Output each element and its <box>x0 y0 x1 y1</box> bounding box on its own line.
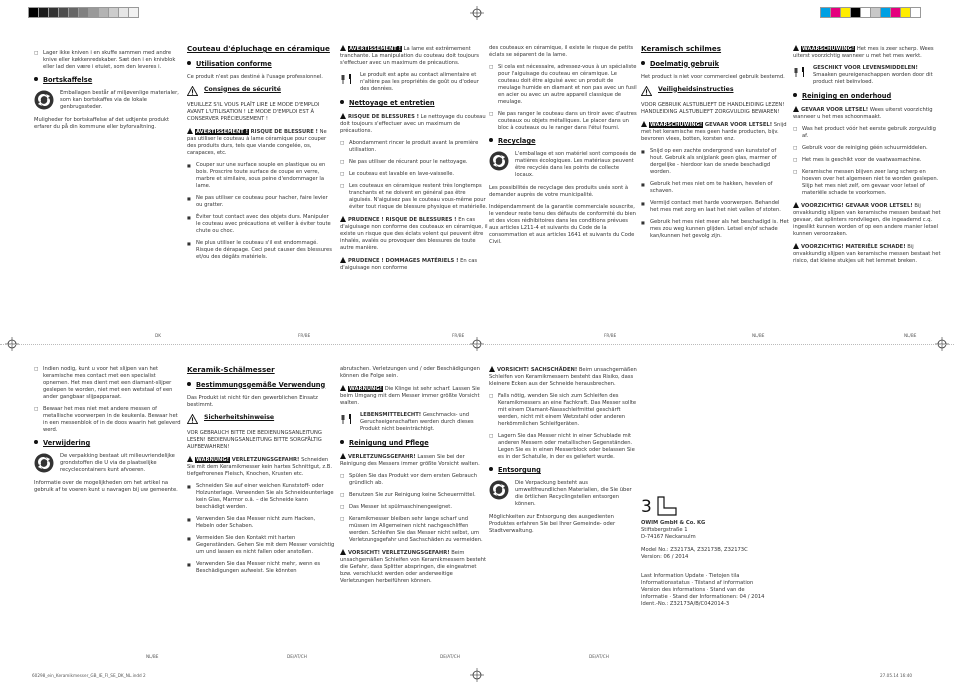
page-de-3 <box>489 366 637 540</box>
list-item: □ Bewaar het mes niet met andere messen of metallische voorwerpen in de keukenla. Bewaar het in een messenblok of in de doos waarin het geleverd werd. <box>34 406 182 434</box>
warning-heading: VOORZICHTIG! MATERIËLE SCHADE! <box>801 244 906 250</box>
list-item: ■ Gebruik het mes niet om te hakken, hevelen of schaven. <box>641 181 789 195</box>
color-swatch <box>128 7 139 18</box>
warning-heading: VERLETZUNGSGEFAHR! <box>231 456 300 463</box>
warning-text: Wees uiterst voorzichtig wanneer u het mes schoonmaakt. <box>793 107 933 120</box>
paragraph: Les possibilités de recyclage des produits usés sont à demander auprès de votre municipalité. <box>489 185 629 198</box>
company-street: Stiftsbergstraße 1 <box>641 527 688 533</box>
file-info: 60298_ein_Keramikmesser_GB_IE_FI_SE_DK_NL.indd 2 <box>32 673 146 678</box>
page-footer: DE/AT/CH <box>440 654 460 659</box>
warning-text: En cas d'aiguisage non conforme <box>340 258 478 271</box>
warning-heading: GEVAAR VOOR LETSEL! <box>704 121 773 128</box>
food-safe-icon <box>340 72 354 86</box>
model-number: Model No.: Z32173A, Z32173B, Z32173C <box>641 547 748 553</box>
warning-icon <box>340 216 346 222</box>
warning-heading: VORSICHT! VERLETZUNGSGEFAHR! <box>348 550 450 556</box>
paragraph: De verpakking bestaat uit milieuvriendelijke grondstoffen die U via de plaatselijke recyclecontainers kunt afvoeren. <box>60 453 175 473</box>
list-item: □ Was het product vóór het eerste gebruik zorgvuldig af. <box>793 126 941 140</box>
page-nl-2 <box>793 45 941 270</box>
list-item: □ Ne pas utiliser de récurant pour le nettoyage. <box>340 159 488 166</box>
warning-heading: GESCHIKT VOOR LEVENSMIDDELEN! <box>813 65 918 71</box>
warning-text: Beim unsachgemäßen Schleifen von Keramikmessern besteht das Risiko, dass kleinere Ecken aus der Schneide herausbrechen. <box>489 367 637 387</box>
warning-icon <box>340 385 346 391</box>
list-item: □ Keramische messen blijven zeer lang scherp en hoeven over het algemeen niet te worden geslepen. Slijp het mes niet zelf, om gevaar voor letsel of materiële schade te voorkomen. <box>793 169 941 197</box>
warning-heading: LEBENSMITTELECHT! <box>360 412 422 418</box>
food-safe-icon <box>340 412 354 426</box>
page-footer: NL/BE <box>146 654 159 659</box>
warning-heading: RISQUE DE BLESSURES ! <box>348 114 419 120</box>
page-footer: NL/BE <box>904 333 917 338</box>
warning-text: Die Klinge ist sehr scharf. Lassen Sie beim Umgang mit dem Messer immer größte Vorsicht walten. <box>340 386 480 406</box>
warning-heading: VORSICHT! SACHSCHÄDEN! <box>497 367 578 373</box>
caps-notice: VOOR GEBRUIK ALSTUBLIEFT DE HANDLEIDING LEZEN! HANDLEIDING ALSTUBLIEFT ZORGVULDIG BEWAREN! <box>641 101 785 115</box>
warning-heading: VOORZICHTIG! GEVAAR VOOR LETSEL! <box>801 203 913 209</box>
list-item: □ Ne pas ranger le couteau dans un tiroir avec d'autres couteaux ou objets métalliques. Le placer dans un bloc à couteaux ou le ranger dans l'étui fourni. <box>489 111 637 132</box>
page-footer: DK <box>155 333 161 338</box>
warning-label: AVERTISSEMENT ! <box>196 128 248 135</box>
page-footer: FR/BE <box>298 333 311 338</box>
list-item: □ Benutzen Sie zur Reinigung keine Scheuermittel. <box>340 492 488 499</box>
company-city: D-74167 Neckarsulm <box>641 534 696 540</box>
page-fr-1 <box>187 45 335 266</box>
paragraph: Le produit est apte au contact alimentaire et n'altère pas les propriétés de goût ou d'odeur des denrées. <box>360 72 479 92</box>
section-title: Reiniging en onderhoud <box>793 92 941 100</box>
warning-icon <box>489 366 495 372</box>
list-item: □ Les couteaux en céramique restent très longtemps tranchants et ne doivent en général pas être aiguisés. N'aiguisez pas le couteau vous-même pour éviter tout risque de blessure physique et matérielle. <box>340 183 488 211</box>
paragraph: Het product is niet voor commercieel gebruik bestemd. <box>641 73 785 80</box>
list-item: □ Falls nötig, wenden Sie sich zum Schleifen des Keramikmessers an eine Fachkraft. Das Messer sollte mit einem Diamant-Nassschleifmittel geschärft werden, nicht mit einem Wetzstahl oder anderen herkömmlichen Schleifgeräten. <box>489 393 637 428</box>
paragraph: Indépendamment de la garantie commerciale souscrite, le vendeur reste tenu des défauts de conformité du bien et des vices rédhibitoires dans les conditions prévues aux articles L211-4 et suivants du Code de la consommation et aux articles 1641 et suivants du Code Civil. <box>489 204 636 245</box>
warning-icon <box>187 414 198 424</box>
list-item: □ Le couteau est lavable en lave-vaisselle. <box>340 171 488 178</box>
list-item: ■ Verwenden Sie das Messer nicht mehr, wenn es Beschädigungen aufweist. Sie könnten <box>187 561 335 575</box>
warning-icon <box>340 113 346 119</box>
page-footer: FR/BE <box>604 333 617 338</box>
registration-mark-icon <box>470 668 484 682</box>
page-dk <box>34 50 182 136</box>
list-item: ■ Schneiden Sie auf einer weichen Kunststoff- oder Holzunterlage. Verwenden Sie als Schneideunterlage kein Glas, Marmor o.ä. – die Schneide kann beschädigt werden. <box>187 483 335 511</box>
warning-label: WAARSCHUWING! <box>802 46 855 52</box>
list-item: ■ Éviter tout contact avec des objets durs. Manipuler le couteau avec précautions et veiller à éviter toute chute ou choc. <box>187 214 335 235</box>
list-item: ■ Couper sur une surface souple en plastique ou en bois. Proscrire toute surface de coupe en verre, marbre et similaire, sous peine d'endommager la lame. <box>187 162 335 190</box>
paragraph: L'emballage et son matériel sont composés de matières écologiques. Les matériaux peuvent être recyclés dans les points de collecte locaux. <box>515 151 637 178</box>
section-title: Bestimmungsgemäße Verwendung <box>187 381 335 389</box>
warning-text: En cas d'aiguisage non conforme des couteaux en céramique, il existe un risque que des éclats volent qui peuvent être inhalés, avalés ou provoquer des blessures de toute autre manière. <box>340 217 488 251</box>
warning-text: Le nettoyage du couteau doit toujours s'effectuer avec un maximum de précautions. <box>340 114 486 134</box>
page-title: Couteau d'épluchage en céramique <box>187 44 330 53</box>
warning-label: WARNUNG! <box>349 386 383 392</box>
warning-text: Ne pas utiliser le couteau à lame céramique pour couper des produits durs, tels que viande congelée, os, carapaces, etc. <box>187 128 327 156</box>
info-line: Informationsstatus · Tilstand af information <box>641 580 754 586</box>
list-item: ■ Vermijd contact met harde voorwerpen. Behandel het mes met zorg en laat het niet vallen of stoten. <box>641 200 789 214</box>
recycle-icon <box>34 453 54 473</box>
list-item: ■ Gebruik het mes niet meer als het beschadigd is. Het mes zou weg kunnen glijden. Letsel en/of schade kan/kunnen het gevolg zijn. <box>641 219 789 240</box>
warning-icon <box>340 549 346 555</box>
paragraph: Geschmacks- und Geruchseigenschaften werden durch dieses Produkt nicht beeinträchtigt. <box>360 412 474 432</box>
recycle-icon <box>489 151 509 171</box>
page-nl-3 <box>34 366 182 499</box>
version: Version: 06 / 2014 <box>641 554 689 560</box>
warning-text: Het mes is zeer scherp. Wees uiterst voorzichtig wanneer u met het mes werkt. <box>793 46 934 59</box>
section-title: Entsorgung <box>489 466 637 474</box>
color-swatch <box>910 7 921 18</box>
list-item: ■ Ne pas utiliser ce couteau pour hacher, faire levier ou gratter. <box>187 195 335 209</box>
warning-icon <box>793 106 799 112</box>
warning-label: AVERTISSEMENT ! <box>349 46 401 52</box>
page-footer: DE/AT/CH <box>287 654 307 659</box>
section-title: Doelmatig gebruik <box>641 60 789 68</box>
page-de-2 <box>340 366 488 590</box>
page-footer: DE/AT/CH <box>589 654 609 659</box>
warning-icon <box>641 86 652 96</box>
list-item: □ Keramikmesser bleiben sehr lange scharf und müssen im Allgemeinen nicht nachgeschliffen werden. Schleifen Sie das Messer nicht selbst, um Verletzungsgefahr und Sachschäden zu vermeiden. <box>340 516 488 544</box>
page-title: Keramik-Schälmesser <box>187 365 275 374</box>
warning-text: La lame est extrêmement tranchante. La manipulation du couteau doit toujours s'effectuer avec un maximum de précautions. <box>340 46 479 66</box>
page-fr-2 <box>340 45 488 277</box>
warning-text: Lassen Sie bei der Reinigung des Messers immer größte Vorsicht walten. <box>340 454 480 467</box>
list-item: ■ Vermeiden Sie den Kontakt mit harten Gegenständen. Gehen Sie mit dem Messer vorsichtig um und lassen es nicht fallen oder anstoßen. <box>187 535 335 556</box>
list-item: □ Das Messer ist spülmaschinengeeignet. <box>340 504 488 511</box>
warning-label: WARNUNG! <box>196 456 230 463</box>
warning-icon <box>340 453 346 459</box>
list-item: □ Indien nodig, kunt u voor het slijpen van het keramische mes contact met een specialist opnemen. Het mes dient met een diamant-slijper geslepen te worden, niet met een wetstaal of een ander gangbaar slijpapparaat. <box>34 366 182 401</box>
warning-icon <box>641 121 647 127</box>
manufacturer-icon <box>656 496 678 516</box>
paragraph: Muligheder for bortskaffelse af det udtjente produkt erfarer du på din kommune eller byforvaltning. <box>34 117 169 130</box>
list-item: □ Het mes is geschikt voor de vaatwasmachine. <box>793 157 941 164</box>
info-line: Version des informations · Stand van de <box>641 587 745 593</box>
page-footer: FR/BE <box>452 333 465 338</box>
ident-number: Ident.-No.: Z32173A/B/C042014-3 <box>641 601 730 607</box>
warning-icon <box>340 45 346 51</box>
page-fr-3 <box>489 45 637 251</box>
warning-text: Schneiden Sie mit dem Keramikmesser kein hartes Schnittgut, z.B. tiefgefrorenes Fleisch, Knochen, Krusten etc. <box>187 456 332 477</box>
section-title: Verwijdering <box>34 439 182 447</box>
company-name: OWIM GmbH & Co. KG <box>641 520 706 526</box>
warning-text: Bij onvakkundig slijpen van keramische messen bestaat het gevaar, dat splinters rondvliegen, die ingeademd c.q. ingeslikt kunnen worden of op een andere manier letsel kunnen veroorzaken. <box>793 203 941 237</box>
warning-text: Snijd met het keramische mes geen harde producten, bijv. bevroren vlees, botten, korsten enz. <box>641 121 787 142</box>
info-line: Last Information Update · Tietojen tila <box>641 573 740 579</box>
warning-heading: RISQUE DE BLESSURE ! <box>250 128 318 135</box>
paragraph: Möglichkeiten zur Entsorgung des ausgedienten Produktes erfahren Sie bei Ihrer Gemeinde- oder Stadtverwaltung. <box>489 514 616 534</box>
recycle-icon <box>34 90 54 110</box>
section-title: Sicherheitshinweise <box>204 413 275 421</box>
warning-heading: PRUDENCE ! DOMMAGES MATÉRIELS ! <box>348 258 459 264</box>
list-item: ■ Snijd op een zachte ondergrond van kunststof of hout. Gebruik als snijplank geen glas, marmer of dergelijke - hierdoor kan de snede beschadigd worden. <box>641 148 789 176</box>
print-timestamp: 27.05.14 16:40 <box>880 673 913 678</box>
paragraph: Ce produit n'est pas destiné à l'usage professionnel. <box>187 73 323 80</box>
warning-icon <box>793 202 799 208</box>
fold-line <box>0 344 954 345</box>
warning-heading: PRUDENCE ! RISQUE DE BLESSURES ! <box>348 217 457 223</box>
section-title: Veiligheidsinstructies <box>658 85 734 93</box>
warning-heading: GEVAAR VOOR LETSEL! <box>801 107 869 113</box>
info-line: informatie · Stand der Informationen: 04 / 2014 <box>641 594 765 600</box>
caps-notice: VEUILLEZ S'IL VOUS PLAÎT LIRE LE MODE D'EMPLOI AVANT L'UTILISATION ! LE MODE D'EMPLOI EST À CONSERVER PRÉCIEUSEMENT ! <box>187 101 320 122</box>
page-footer: NL/BE <box>752 333 765 338</box>
warning-label: WAARSCHUWING! <box>650 121 703 128</box>
page-nl-1 <box>641 45 789 245</box>
paragraph: Das Produkt ist nicht für den gewerblichen Einsatz bestimmt. <box>187 394 318 408</box>
list-item: □ Abondamment rincer le produit avant la première utilisation. <box>340 140 488 154</box>
warning-text: Bij onvakkundig slijpen van keramische messen bestaat het risico, dat kleine stukjes uit het lemmet breken. <box>793 244 941 264</box>
warning-icon <box>793 45 799 51</box>
warning-icon <box>793 243 799 249</box>
page-imprint <box>641 496 789 608</box>
paragraph: Emballagen består af miljøvenlige materialer, som kan bortskaffes via de lokale genbrugssteder. <box>60 90 179 110</box>
section-title: Utilisation conforme <box>187 60 335 68</box>
page-number: 3 <box>641 497 652 517</box>
warning-icon <box>187 456 193 462</box>
warning-icon <box>187 128 193 134</box>
list-item: ■ Ne plus utiliser le couteau s'il est endommagé. Risque de dérapage. Ceci peut causer des blessures et/ou des dégâts matériels. <box>187 240 335 261</box>
caps-notice: VOR GEBRAUCH BITTE DIE BEDIENUNGSANLEITUNG LESEN! BEDIENUNGSANLEITUNG BITTE SORGFÄLTIG AUFBEWAHREN! <box>187 429 322 450</box>
section-title: Consignes de sécurité <box>204 85 281 93</box>
paragraph: abrutschen. Verletzungen und / oder Beschädigungen können die Folge sein. <box>340 366 480 379</box>
page-de-1 <box>187 366 335 580</box>
section-title: Reinigung und Pflege <box>340 439 488 447</box>
list-item: □ Spülen Sie das Produkt vor dem ersten Gebrauch gründlich ab. <box>340 473 488 487</box>
list-item: □ Lagern Sie das Messer nicht in einer Schublade mit anderen Messern oder metallischen Gegenständen. Legen Sie es in einen Messerblock oder belassen Sie es in der Schatulle, in der es geliefert wurde. <box>489 433 637 461</box>
list-item: □ Gebruik voor de reiniging géén schuurmiddelen. <box>793 145 941 152</box>
warning-text: Beim unsachgemäßen Schleifen von Keramikmessern besteht die Gefahr, dass Splitter abspringen, die eingeatmet bzw. verschluckt werden oder anderweitige Verletzungen herbeiführen können. <box>340 550 487 584</box>
registration-mark-icon <box>470 6 484 20</box>
warning-icon <box>187 86 198 96</box>
list-item: □ Si cela est nécessaire, adressez-vous à un spécialiste pour l'aiguisage du couteau en céramique. Le couteau doit être aiguisé avec un produit de meulage humide en diamant et non pas avec un fusil en acier ou avec un autre appareil classique de meulage. <box>489 64 637 106</box>
section-title: Bortskaffelse <box>34 76 182 84</box>
recycle-icon <box>489 480 509 500</box>
paragraph: Informatie over de mogelijkheden om het artikel na gebruik af te voeren kunt u navragen bij uw gemeente. <box>34 480 178 493</box>
page-title: Keramisch schilmes <box>641 44 722 53</box>
paragraph: Die Verpackung besteht aus umweltfreundlichen Materialien, die Sie über die örtlichen Recyclingstellen entsorgen können. <box>515 480 632 507</box>
food-safe-icon <box>793 65 807 79</box>
warning-icon <box>340 257 346 263</box>
section-title: Nettoyage et entretien <box>340 99 488 107</box>
paragraph: des couteaux en céramique, il existe le risque de petits éclats se séparent de la lame. <box>489 45 634 58</box>
warning-heading: VERLETZUNGSGEFAHR! <box>348 454 416 460</box>
list-item: ■ Verwenden Sie das Messer nicht zum Hacken, Hebeln oder Schaben. <box>187 516 335 530</box>
section-title: Recyclage <box>489 137 637 145</box>
paragraph: Smaaken geureigenschappen worden door dit product niet beïnvloed. <box>813 72 933 85</box>
paragraph: □ Lager ikke kniven i en skuffe sammen med andre knive eller køkkenredskaber. Sæt den i en knivblok eller lad den være i etuiet, som den leveres i. <box>34 50 182 71</box>
